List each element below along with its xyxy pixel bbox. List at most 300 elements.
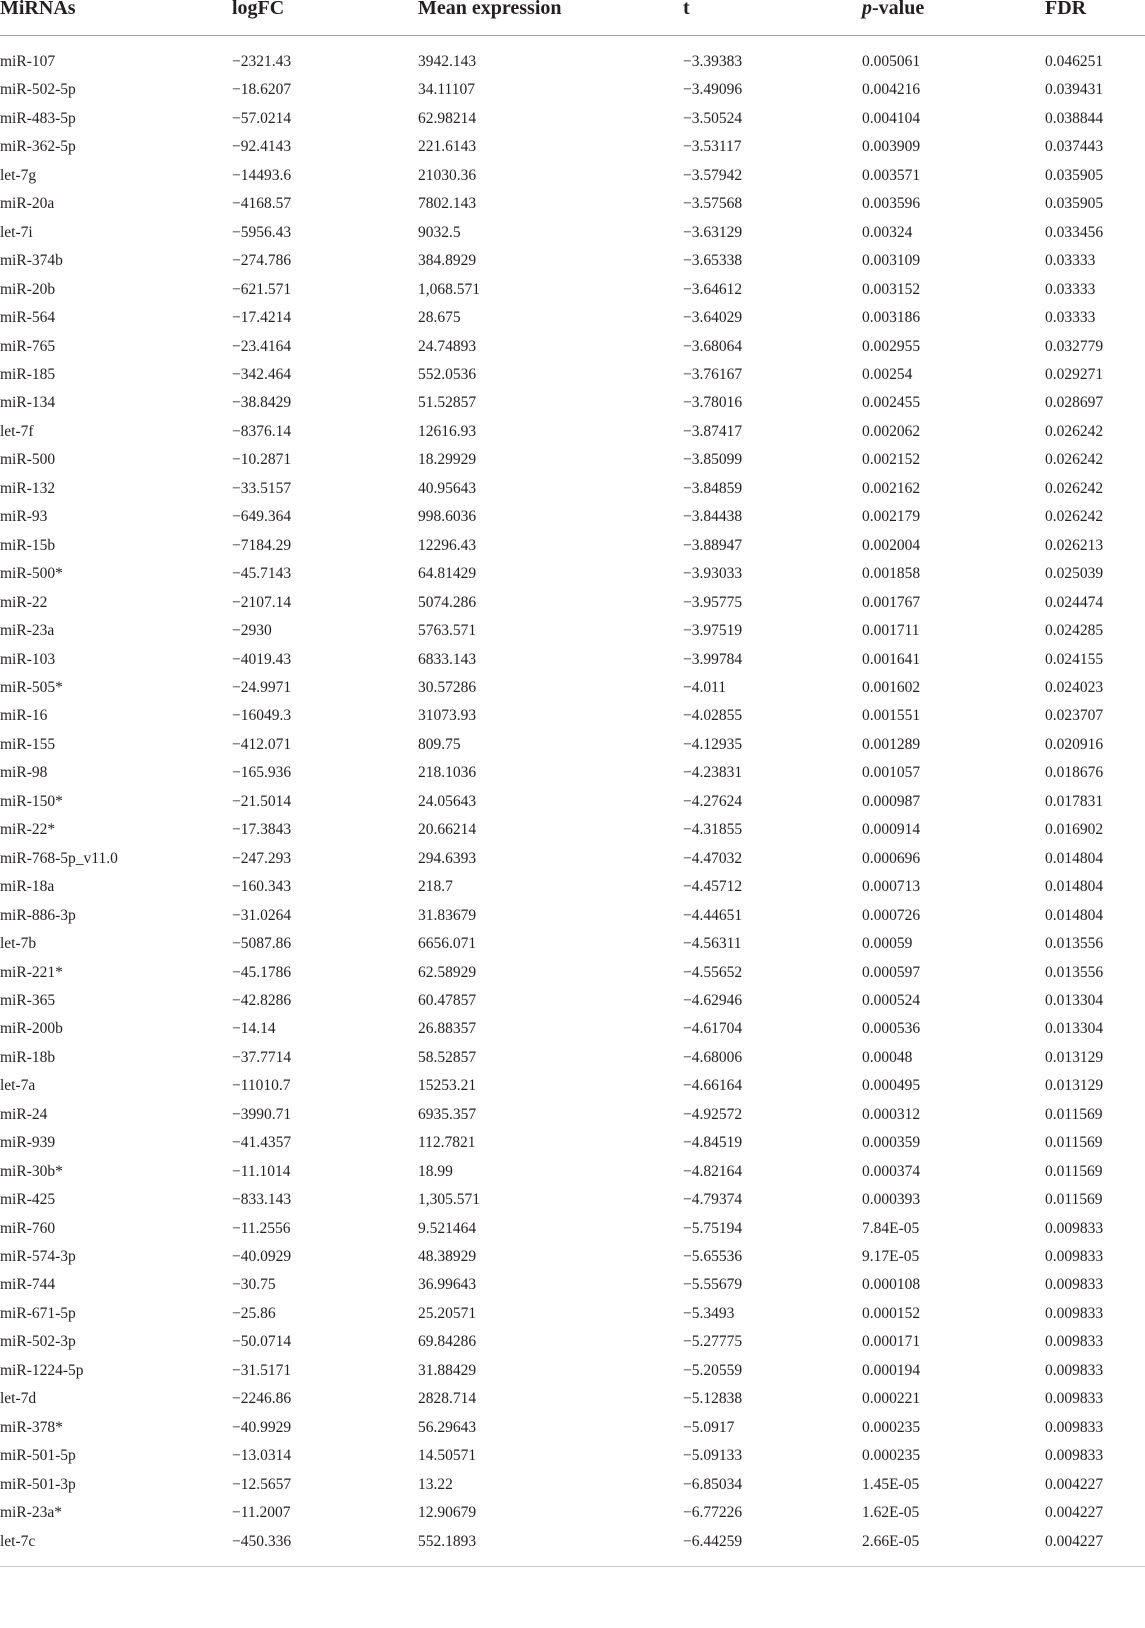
cell-t: −3.64612 [683,280,743,298]
header-label: Mean expression [418,0,562,19]
cell-fdr: 0.03333 [1045,280,1096,298]
cell-mirnas: miR-93 [0,508,48,526]
cell-logfc: −31.0264 [232,906,292,924]
cell-fdr: 0.026213 [1045,536,1104,554]
cell-fdr: 0.024023 [1045,678,1104,696]
cell-mirnas: miR-500* [0,565,63,583]
cell-logfc: −17.4214 [232,309,292,327]
cell-mirnas: miR-500 [0,451,56,469]
cell-mean-expression: 26.88357 [418,1020,477,1038]
cell-logfc: −23.4164 [232,337,292,355]
cell-t: −4.61704 [683,1020,743,1038]
cell-logfc: −5956.43 [232,223,292,241]
cell-mirnas: miR-768-5p_v11.0 [0,849,118,867]
cell-mirnas: miR-502-5p [0,81,76,99]
cell-t: −3.57942 [683,166,743,184]
cell-p-value: 0.003109 [862,252,921,270]
cell-mirnas: miR-483-5p [0,109,76,127]
cell-t: −5.20559 [683,1361,743,1379]
cell-logfc: −40.0929 [232,1248,292,1266]
cell-mirnas: miR-15b [0,536,56,554]
cell-p-value: 1.62E-05 [862,1504,920,1522]
cell-mean-expression: 60.47857 [418,991,477,1009]
cell-p-value: 0.002004 [862,536,921,554]
table-row [0,190,1145,218]
cell-fdr: 0.014804 [1045,906,1104,924]
cell-fdr: 0.009833 [1045,1304,1104,1322]
cell-logfc: −30.75 [232,1276,276,1294]
cell-t: −5.12838 [683,1390,743,1408]
cell-t: −4.31855 [683,821,743,839]
cell-p-value: 0.002062 [862,422,921,440]
cell-mean-expression: 552.1893 [418,1532,477,1550]
cell-p-value: 0.000374 [862,1162,921,1180]
table-header [0,0,1145,36]
cell-mean-expression: 21030.36 [418,166,477,184]
header-t [683,0,862,35]
cell-t: −5.55679 [683,1276,743,1294]
cell-mirnas: miR-155 [0,735,56,753]
cell-mean-expression: 5763.571 [418,622,477,640]
cell-logfc: −450.336 [232,1532,292,1550]
cell-mean-expression: 6935.357 [418,1105,477,1123]
cell-p-value: 0.004216 [862,81,921,99]
header-italic-prefix: p [862,0,872,19]
table-row [0,446,1145,474]
header-fdr [1045,0,1145,35]
cell-mirnas: miR-501-5p [0,1447,76,1465]
cell-fdr: 0.03333 [1045,252,1096,270]
cell-logfc: −42.8286 [232,991,292,1009]
table-row [0,76,1145,104]
cell-mean-expression: 58.52857 [418,1048,477,1066]
cell-logfc: −33.5157 [232,479,292,497]
cell-t: −3.50524 [683,109,743,127]
cell-mean-expression: 221.6143 [418,138,477,156]
cell-t: −5.0917 [683,1418,735,1436]
cell-logfc: −13.0314 [232,1447,292,1465]
cell-mean-expression: 69.84286 [418,1333,477,1351]
cell-mirnas: miR-886-3p [0,906,76,924]
table-row [0,333,1145,361]
cell-mean-expression: 51.52857 [418,394,477,412]
cell-fdr: 0.004227 [1045,1532,1104,1550]
cell-t: −3.78016 [683,394,743,412]
table-row [0,1442,1145,1470]
table-row [0,731,1145,759]
cell-p-value: 0.000495 [862,1077,921,1095]
cell-t: −4.02855 [683,707,743,725]
cell-p-value: 0.000359 [862,1134,921,1152]
table-row [0,247,1145,275]
cell-fdr: 0.011569 [1045,1105,1103,1123]
cell-p-value: 0.00324 [862,223,913,241]
cell-mirnas: miR-765 [0,337,56,355]
cell-mean-expression: 9.521464 [418,1219,477,1237]
cell-mean-expression: 12616.93 [418,422,477,440]
header-label: FDR [1045,0,1087,19]
table-row [0,1101,1145,1129]
cell-fdr: 0.009833 [1045,1333,1104,1351]
cell-p-value: 0.000221 [862,1390,921,1408]
cell-logfc: −11010.7 [232,1077,291,1095]
cell-fdr: 0.009833 [1045,1447,1104,1465]
table-row [0,902,1145,930]
cell-p-value: 0.000726 [862,906,921,924]
cell-mirnas: miR-760 [0,1219,56,1237]
cell-t: −3.49096 [683,81,743,99]
cell-t: −4.12935 [683,735,743,753]
cell-mean-expression: 15253.21 [418,1077,477,1095]
cell-mirnas: let-7g [0,166,37,184]
cell-mirnas: miR-22* [0,821,56,839]
cell-mirnas: miR-132 [0,479,56,497]
cell-t: −4.79374 [683,1191,743,1209]
cell-fdr: 0.038844 [1045,109,1104,127]
cell-mean-expression: 62.58929 [418,963,477,981]
cell-t: −4.84519 [683,1134,743,1152]
cell-mean-expression: 13.22 [418,1475,453,1493]
cell-logfc: −18.6207 [232,81,292,99]
cell-logfc: −92.4143 [232,138,292,156]
cell-fdr: 0.013129 [1045,1077,1104,1095]
cell-fdr: 0.03333 [1045,309,1096,327]
table-row [0,816,1145,844]
cell-p-value: 0.001551 [862,707,921,725]
cell-mean-expression: 5074.286 [418,593,477,611]
cell-mirnas: miR-18a [0,878,55,896]
cell-fdr: 0.013304 [1045,991,1104,1009]
cell-mean-expression: 218.1036 [418,764,477,782]
cell-fdr: 0.024155 [1045,650,1104,668]
cell-mean-expression: 28.675 [418,309,461,327]
cell-p-value: 0.000312 [862,1105,921,1123]
table-row [0,1471,1145,1499]
cell-t: −6.44259 [683,1532,743,1550]
cell-mirnas: let-7i [0,223,33,241]
cell-fdr: 0.046251 [1045,53,1104,70]
cell-fdr: 0.011569 [1045,1191,1103,1209]
cell-logfc: −12.5657 [232,1475,292,1493]
cell-mirnas: miR-107 [0,53,56,70]
cell-fdr: 0.026242 [1045,451,1104,469]
cell-mean-expression: 1,305.571 [418,1191,480,1209]
cell-mean-expression: 25.20571 [418,1304,477,1322]
cell-mean-expression: 31073.93 [418,707,477,725]
cell-t: −3.84859 [683,479,743,497]
cell-mean-expression: 12.90679 [418,1504,477,1522]
table-row [0,162,1145,190]
cell-t: −5.27775 [683,1333,743,1351]
cell-mirnas: miR-425 [0,1191,56,1209]
table-row [0,1328,1145,1356]
cell-t: −3.97519 [683,622,743,640]
table-row [0,1044,1145,1072]
cell-p-value: 0.001641 [862,650,921,668]
table-row [0,589,1145,617]
cell-t: −4.011 [683,678,727,696]
cell-mirnas: miR-103 [0,650,56,668]
cell-mean-expression: 552.0536 [418,365,477,383]
cell-mean-expression: 24.05643 [418,792,477,810]
cell-fdr: 0.018676 [1045,764,1104,782]
cell-p-value: 0.004104 [862,109,921,127]
cell-logfc: −4168.57 [232,195,292,213]
cell-mean-expression: 7802.143 [418,195,477,213]
cell-fdr: 0.017831 [1045,792,1104,810]
cell-mean-expression: 40.95643 [418,479,477,497]
cell-t: −3.57568 [683,195,743,213]
cell-t: −3.53117 [683,138,742,156]
cell-mean-expression: 998.6036 [418,508,477,526]
cell-fdr: 0.016902 [1045,821,1104,839]
cell-logfc: −274.786 [232,252,292,270]
cell-mean-expression: 809.75 [418,735,461,753]
table-row [0,617,1145,645]
cell-mirnas: miR-221* [0,963,63,981]
table-row [0,475,1145,503]
cell-logfc: −31.5171 [232,1361,292,1379]
cell-mirnas: miR-185 [0,365,56,383]
cell-mirnas: miR-22 [0,593,48,611]
cell-mirnas: let-7c [0,1532,36,1550]
cell-logfc: −17.3843 [232,821,292,839]
cell-logfc: −57.0214 [232,109,292,127]
cell-t: −4.82164 [683,1162,743,1180]
cell-fdr: 0.026242 [1045,422,1104,440]
table-row [0,1271,1145,1299]
table-row [0,361,1145,389]
cell-p-value: 0.000524 [862,991,921,1009]
cell-t: −3.76167 [683,365,743,383]
cell-fdr: 0.013556 [1045,935,1104,953]
cell-p-value: 0.003571 [862,166,921,184]
cell-fdr: 0.011569 [1045,1134,1103,1152]
header-logfc [232,0,418,35]
cell-mean-expression: 218.7 [418,878,453,896]
cell-fdr: 0.009833 [1045,1361,1104,1379]
cell-fdr: 0.009833 [1045,1390,1104,1408]
cell-mean-expression: 384.8929 [418,252,477,270]
cell-t: −3.93033 [683,565,743,583]
cell-t: −4.23831 [683,764,743,782]
table-row [0,1414,1145,1442]
cell-logfc: −45.7143 [232,565,292,583]
cell-mean-expression: 56.29643 [418,1418,477,1436]
cell-mean-expression: 18.29929 [418,451,477,469]
table-row [0,930,1145,958]
table-row [0,48,1145,76]
cell-logfc: −2107.14 [232,593,292,611]
cell-mirnas: miR-378* [0,1418,63,1436]
cell-mirnas: miR-134 [0,394,56,412]
cell-mirnas: miR-505* [0,678,63,696]
cell-p-value: 2.66E-05 [862,1532,920,1550]
cell-t: −6.77226 [683,1504,743,1522]
cell-mirnas: miR-502-3p [0,1333,76,1351]
cell-mirnas: miR-16 [0,707,48,725]
cell-mean-expression: 6833.143 [418,650,477,668]
cell-p-value: 0.000987 [862,792,921,810]
cell-fdr: 0.028697 [1045,394,1104,412]
header-mean-expression [418,0,683,35]
table-row [0,389,1145,417]
table-row [0,219,1145,247]
cell-mean-expression: 31.83679 [418,906,477,924]
cell-fdr: 0.009833 [1045,1248,1104,1266]
cell-mirnas: miR-23a [0,622,55,640]
cell-p-value: 0.000713 [862,878,921,896]
cell-mean-expression: 31.88429 [418,1361,477,1379]
cell-fdr: 0.011569 [1045,1162,1103,1180]
cell-t: −4.55652 [683,963,743,981]
cell-logfc: −14.14 [232,1020,276,1038]
cell-logfc: −11.1014 [232,1162,291,1180]
cell-p-value: 0.000108 [862,1276,921,1294]
table-row [0,1015,1145,1043]
table-row [0,646,1145,674]
cell-fdr: 0.033456 [1045,223,1104,241]
cell-logfc: −649.364 [232,508,292,526]
cell-mean-expression: 112.7821 [418,1134,476,1152]
cell-t: −4.27624 [683,792,743,810]
cell-fdr: 0.035905 [1045,195,1104,213]
cell-p-value: 0.003186 [862,309,921,327]
cell-p-value: 0.000597 [862,963,921,981]
cell-t: −3.87417 [683,422,743,440]
table-row [0,759,1145,787]
table-row [0,1129,1145,1157]
cell-fdr: 0.029271 [1045,365,1104,383]
cell-fdr: 0.035905 [1045,166,1104,184]
table-row [0,1072,1145,1100]
header-label: t [683,0,690,19]
table-row [0,987,1145,1015]
cell-p-value: 0.001289 [862,735,921,753]
cell-p-value: 0.001602 [862,678,921,696]
cell-p-value: 0.002152 [862,451,921,469]
table-row [0,532,1145,560]
table-body [0,48,1145,1556]
cell-p-value: 0.000171 [862,1333,921,1351]
cell-p-value: 0.000152 [862,1304,921,1322]
cell-mean-expression: 14.50571 [418,1447,477,1465]
cell-mirnas: miR-24 [0,1105,48,1123]
cell-p-value: 0.000235 [862,1447,921,1465]
cell-mean-expression: 64.81429 [418,565,477,583]
cell-fdr: 0.032779 [1045,337,1104,355]
table-row [0,560,1145,588]
table-row [0,873,1145,901]
table-row [0,1243,1145,1271]
cell-logfc: −21.5014 [232,792,292,810]
table-row [0,1300,1145,1328]
table-row [0,133,1145,161]
cell-t: −4.47032 [683,849,743,867]
cell-t: −3.99784 [683,650,743,668]
cell-p-value: 0.000235 [862,1418,921,1436]
cell-logfc: −11.2556 [232,1219,291,1237]
cell-mirnas: miR-501-3p [0,1475,76,1493]
table-row [0,845,1145,873]
cell-p-value: 7.84E-05 [862,1219,920,1237]
cell-mean-expression: 12296.43 [418,536,477,554]
cell-p-value: 0.00048 [862,1048,913,1066]
cell-p-value: 0.000393 [862,1191,921,1209]
cell-logfc: −621.571 [232,280,292,298]
cell-mean-expression: 34.11107 [418,81,475,99]
cell-t: −3.63129 [683,223,743,241]
table-row [0,276,1145,304]
cell-mirnas: miR-30b* [0,1162,63,1180]
cell-logfc: −2930 [232,622,272,640]
cell-p-value: 0.001711 [862,622,920,640]
cell-mirnas: miR-671-5p [0,1304,76,1322]
cell-t: −6.85034 [683,1475,743,1493]
cell-t: −4.92572 [683,1105,743,1123]
cell-mean-expression: 1,068.571 [418,280,480,298]
cell-p-value: 0.003596 [862,195,921,213]
cell-mirnas: miR-20a [0,195,55,213]
header-p-value [862,0,1045,35]
cell-p-value: 0.000194 [862,1361,921,1379]
cell-mirnas: miR-20b [0,280,56,298]
cell-mean-expression: 36.99643 [418,1276,477,1294]
cell-fdr: 0.009833 [1045,1418,1104,1436]
cell-t: −4.62946 [683,991,743,1009]
cell-fdr: 0.025039 [1045,565,1104,583]
cell-fdr: 0.013556 [1045,963,1104,981]
cell-mean-expression: 62.98214 [418,109,477,127]
cell-logfc: −2246.86 [232,1390,292,1408]
cell-p-value: 0.001858 [862,565,921,583]
cell-p-value: 0.003909 [862,138,921,156]
cell-t: −3.65338 [683,252,743,270]
table-row [0,1158,1145,1186]
cell-p-value: 0.000696 [862,849,921,867]
cell-fdr: 0.024285 [1045,622,1104,640]
table-row [0,304,1145,332]
cell-mirnas: miR-18b [0,1048,56,1066]
table-row [0,1215,1145,1243]
cell-fdr: 0.037443 [1045,138,1104,156]
cell-t: −4.45712 [683,878,743,896]
cell-mirnas: miR-374b [0,252,63,270]
cell-t: −3.39383 [683,53,743,70]
cell-mirnas: miR-744 [0,1276,56,1294]
cell-p-value: 0.000536 [862,1020,921,1038]
cell-logfc: −7184.29 [232,536,292,554]
cell-t: −4.68006 [683,1048,743,1066]
cell-logfc: −5087.86 [232,935,292,953]
cell-p-value: 0.002955 [862,337,921,355]
cell-logfc: −40.9929 [232,1418,292,1436]
cell-p-value: 0.003152 [862,280,921,298]
cell-logfc: −2321.43 [232,53,292,70]
cell-fdr: 0.009833 [1045,1219,1104,1237]
cell-logfc: −50.0714 [232,1333,292,1351]
table-row [0,503,1145,531]
cell-p-value: 0.00254 [862,365,913,383]
cell-t: −5.65536 [683,1248,743,1266]
cell-logfc: −342.464 [232,365,292,383]
cell-logfc: −412.071 [232,735,292,753]
cell-logfc: −45.1786 [232,963,292,981]
cell-logfc: −41.4357 [232,1134,292,1152]
cell-t: −5.75194 [683,1219,743,1237]
cell-t: −3.85099 [683,451,743,469]
cell-mean-expression: 2828.714 [418,1390,477,1408]
